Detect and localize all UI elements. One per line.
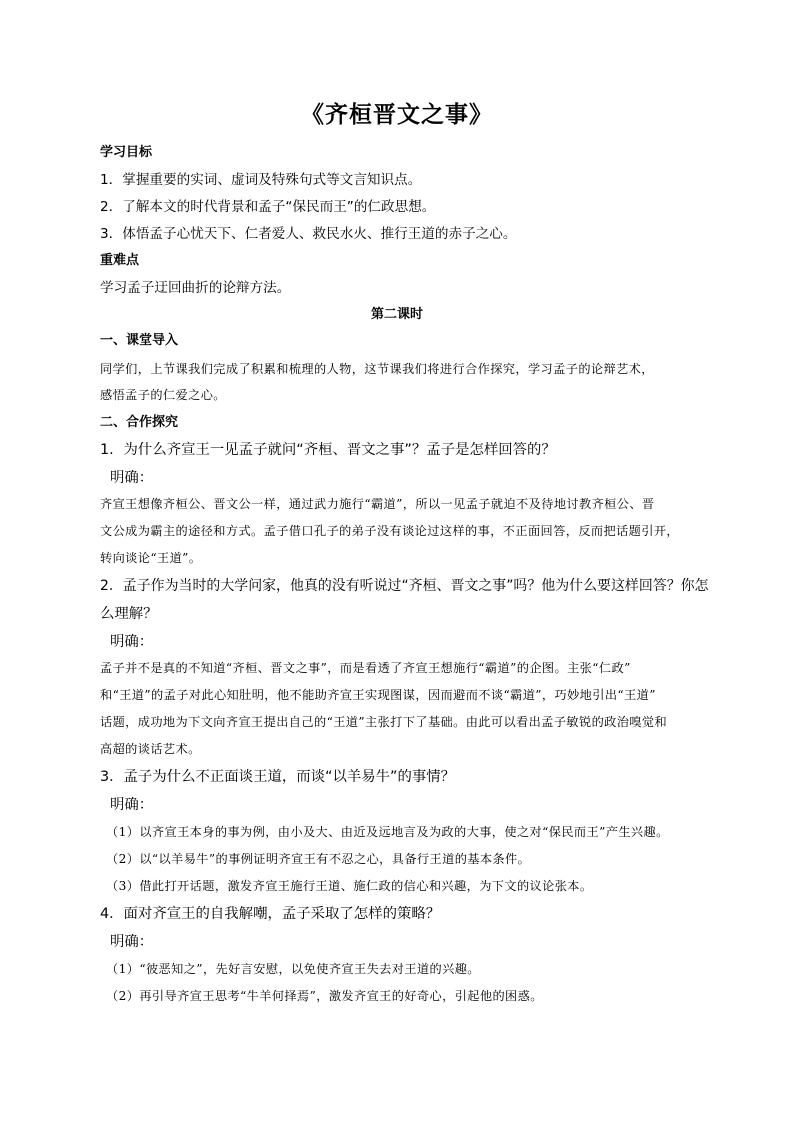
answer-2-line: 高超的谈话艺术。 <box>100 742 201 756</box>
answer-4-item: （1）“彼恶知之”，先好言安慰，以免使齐宣王失去对王道的兴趣。 <box>106 962 480 976</box>
answer-2-line: 话题，成功地为下文向齐宣王提出自己的“王道”主张打下了基础。由此可以看出孟子敏锐的政治嗅觉和 <box>100 715 668 729</box>
answer-3-item: （2）以“以羊易牛”的事例证明齐宣王有不忍之心，具备行王道的基本条件。 <box>106 852 531 866</box>
answer-3-item: （3）借此打开话题，激发齐宣王施行王道、施仁政的信心和兴趣，为下文的议论张本。 <box>106 879 593 893</box>
question-3: 3．孟子为什么不正面谈王道，而谈“以羊易牛”的事情？ <box>100 769 456 785</box>
explore-heading: 二、合作探究 <box>100 415 179 430</box>
answer-label-4: 明确： <box>110 934 154 950</box>
goal-item: 1．掌握重要的实词、虚词及特殊句式等文言知识点。 <box>100 172 422 188</box>
document-title: 《齐桓晋文之事》 <box>301 101 493 128</box>
question-2-line: 么理解？ <box>100 606 158 622</box>
answer-4-item: （2）再引导齐宣王思考“牛羊何择焉”，激发齐宣王的好奇心，引起他的困惑。 <box>106 989 543 1003</box>
answer-1-line: 文公成为霸主的途径和方式。孟子借口孔子的弟子没有谈论过这样的事，不正面回答，反而把话题引开， <box>100 524 680 538</box>
answer-2-line: 孟子并不是真的不知道“齐桓、晋文之事”，而是看透了齐宣王想施行“霸道”的企图。主张“仁政” <box>100 661 631 675</box>
question-4: 4．面对齐宣王的自我解嘲，孟子采取了怎样的策略？ <box>100 906 441 922</box>
key-text: 学习孟子迂回曲折的论辩方法。 <box>100 280 291 296</box>
question-2-line: 2．孟子作为当时的大学问家，他真的没有听说过“齐桓、晋文之事”吗？他为什么要这样回答？你怎 <box>100 578 709 594</box>
question-1: 1．为什么齐宣王一见孟子就问“齐桓、晋文之事”？孟子是怎样回答的？ <box>100 442 556 458</box>
lesson-label: 第二课时 <box>370 307 423 322</box>
goals-heading: 学习目标 <box>100 145 153 160</box>
goal-item: 3．体悟孟子心忧天下、仁者爱人、救民水火、推行王道的赤子之心。 <box>100 226 517 242</box>
answer-label-1: 明确： <box>110 470 154 486</box>
answer-1-line: 转向谈论“王道”。 <box>100 551 202 565</box>
answer-1-line: 齐宣王想像齐桓公、晋文公一样，通过武力施行“霸道”，所以一见孟子就迫不及待地讨教齐桓公、晋 <box>100 497 655 511</box>
answer-3-item: （1）以齐宣王本身的事为例，由小及大、由近及远地言及为政的大事，使之对“保民而王”产生兴趣。 <box>106 825 669 839</box>
goal-item: 2．了解本文的时代背景和孟子“保民而王”的仁政思想。 <box>100 199 436 215</box>
intro-line: 同学们，上节课我们完成了积累和梳理的人物，这节课我们将进行合作探究，学习孟子的论辩艺术， <box>100 362 654 376</box>
answer-label-2: 明确： <box>110 634 154 650</box>
intro-heading: 一、课堂导入 <box>100 333 179 348</box>
answer-2-line: 和“王道”的孟子对此心知肚明，他不能助齐宣王实现图谋，因而避而不谈“霸道”，巧妙地引出“王道” <box>100 688 656 702</box>
key-heading: 重难点 <box>100 253 140 268</box>
intro-line: 感悟孟子的仁爱之心。 <box>100 388 226 402</box>
answer-label-3: 明确： <box>110 797 154 813</box>
